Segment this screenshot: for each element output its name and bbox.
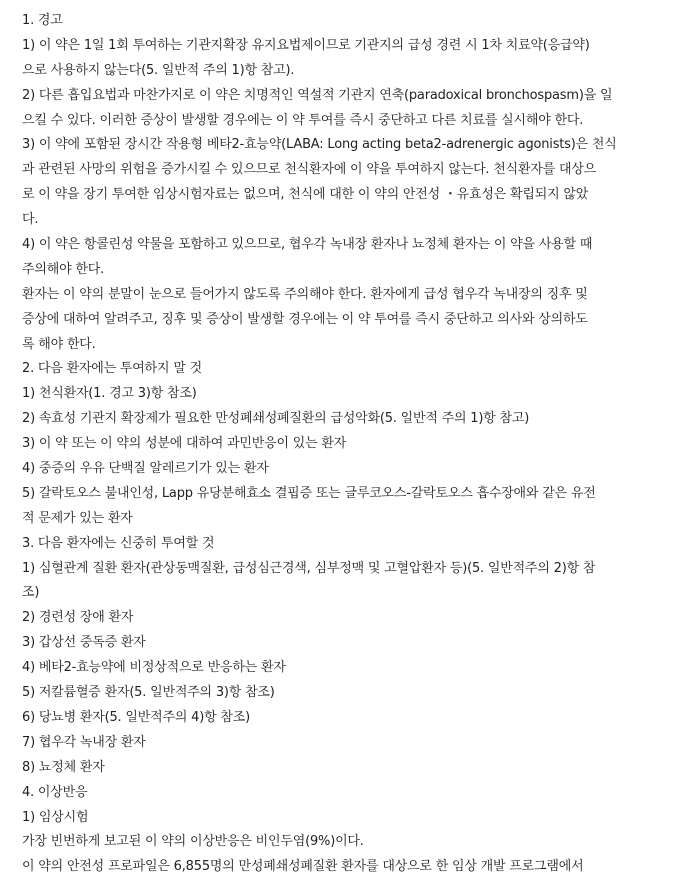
text-line: 5) 갈락토오스 불내인성, Lapp 유당분해효소 결핍증 또는 글루코오스-갈락토오스 흡수장애와 같은 유전 (22, 485, 596, 501)
text-line: 2) 속효성 기관지 확장제가 필요한 만성폐쇄성폐질환의 급성악화(5. 일반적 주의 1)항 참고) (22, 411, 530, 427)
text-line: 3) 갑상선 중독증 환자 (22, 635, 146, 651)
text-line: 과 관련된 사망의 위험을 증가시킬 수 있으므로 천식환자에 이 약을 투여하지 않는다. 천식환자를 대상으 (22, 162, 597, 178)
text-line: 3) 이 약에 포함된 장시간 작용형 베타2-효능약(LABA: Long acting beta2-adrenergic agonists)은 천식 (22, 137, 617, 153)
text-line: 1) 이 약은 1일 1회 투여하는 기관지확장 유지요법제이므로 기관지의 급성 경련 시 1차 치료약(응급약) (22, 37, 590, 53)
text-line: 로 이 약을 장기 투여한 임상시험자료는 없으며, 천식에 대한 이 약의 안전성 ・유효성은 확립되지 않았 (22, 187, 589, 203)
text-line: 록 해야 한다. (22, 336, 96, 352)
text-line: 8) 뇨정체 환자 (22, 759, 105, 775)
text-line: 3) 이 약 또는 이 약의 성분에 대하여 과민반응이 있는 환자 (22, 436, 347, 452)
text-line: 조) (22, 585, 40, 601)
text-line: 6) 당뇨병 환자(5. 일반적주의 4)항 참조) (22, 709, 250, 725)
text-line: 이 약의 안전성 프로파일은 6,855명의 만성폐쇄성폐질환 환자를 대상으로 한 임상 개발 프로그램에서 (22, 859, 584, 875)
text-line: 1) 천식환자(1. 경고 3)항 참조) (22, 386, 197, 402)
section-heading-warning: 1. 경고 (22, 13, 63, 28)
text-line: 2) 경련성 장애 환자 (22, 610, 134, 626)
text-line: 7) 협우각 녹내장 환자 (22, 734, 146, 750)
text-line: 4) 중증의 우유 단백질 알레르기가 있는 환자 (22, 461, 269, 477)
text-line: 환자는 이 약의 분말이 눈으로 들어가지 않도록 주의해야 한다. 환자에게 급성 협우각 녹내장의 징후 및 (22, 286, 588, 302)
text-line: 1) 임상시험 (22, 809, 89, 825)
text-line: 1) 심혈관계 질환 환자(관상동맥질환, 급성심근경색, 심부정맥 및 고혈압환자 등)(5. 일반적주의 2)항 참 (22, 560, 596, 576)
text-line: 으로 사용하지 않는다(5. 일반적 주의 1)항 참고). (22, 62, 295, 78)
text-line: 2) 다른 흡입요법과 마찬가지로 이 약은 치명적인 역설적 기관지 연축(paradoxical bronchospasm)을 일 (22, 87, 613, 103)
text-line: 가장 빈번하게 보고된 이 약의 이상반응은 비인두염(9%)이다. (22, 834, 364, 850)
text-line: 4) 베타2-효능약에 비정상적으로 반응하는 환자 (22, 660, 286, 676)
text-line: 적 문제가 있는 환자 (22, 510, 133, 526)
text-line: 다. (22, 212, 39, 228)
document-body (22, 9, 682, 880)
text-line: 으킬 수 있다. 이러한 증상이 발생할 경우에는 이 약 투여를 즉시 중단하고 다른 치료를 실시해야 한다. (22, 112, 584, 128)
text-line: 주의해야 한다. (22, 261, 105, 277)
section-heading-contraindications: 2. 다음 환자에는 투여하지 말 것 (22, 361, 202, 377)
text-line: 4) 이 약은 항콜린성 약물을 포함하고 있으므로, 협우각 녹내장 환자나 뇨정체 환자는 이 약을 사용할 때 (22, 237, 593, 253)
text-line: 5) 저칼륨혈증 환자(5. 일반적주의 3)항 참조) (22, 685, 275, 701)
text-line: 증상에 대하여 알려주고, 징후 및 증상이 발생할 경우에는 이 약 투여를 즉시 중단하고 의사와 상의하도 (22, 311, 588, 327)
section-heading-adverse-reactions: 4. 이상반응 (22, 784, 88, 800)
section-heading-precautions: 3. 다음 환자에는 신중히 투여할 것 (22, 535, 215, 551)
